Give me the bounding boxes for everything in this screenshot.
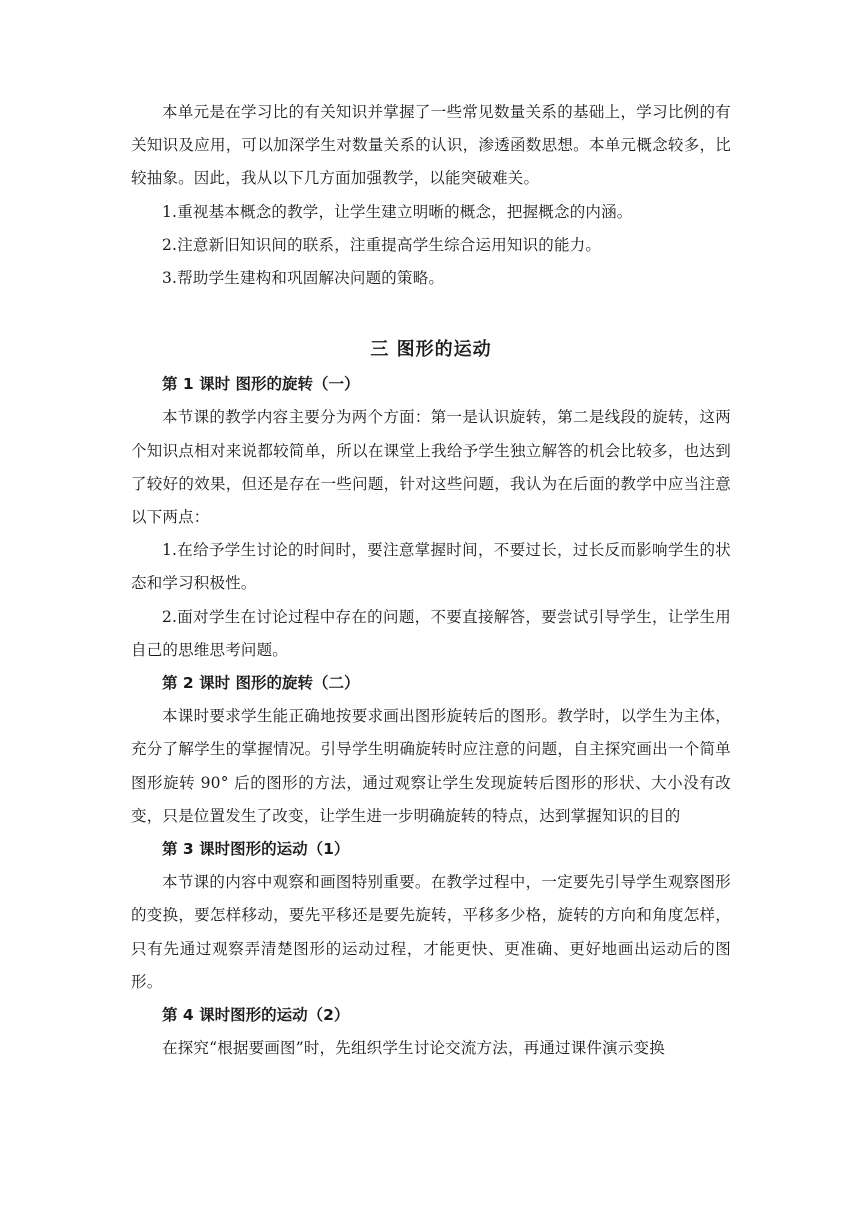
lesson-3-heading: 第 3 课时图形的运动（1） <box>162 840 350 859</box>
intro-point-2: 2.注意新旧知识间的联系，注重提高学生综合运用知识的能力。 <box>162 235 602 254</box>
document-body <box>131 96 731 1065</box>
intro-point-1: 1.重视基本概念的教学，让学生建立明晰的概念，把握概念的内涵。 <box>162 202 633 221</box>
lesson-1-point-1: 1.在给予学生讨论的时间时，要注意掌握时间，不要过长，过长反而影响学生的状态和学习积极性。 <box>131 541 731 593</box>
intro-point-3: 3.帮助学生建构和巩固解决问题的策略。 <box>162 269 445 288</box>
lesson-3-paragraph: 本节课的内容中观察和画图特别重要。在教学过程中，一定要先引导学生观察图形的变换，要怎样移动，要先平移还是要先旋转，平移多少格，旋转的方向和角度怎样，只有先通过观察弄清楚图形的运动过程，才能更快、更准确、更好地画出运动后的图形。 <box>131 873 731 991</box>
lesson-2-heading: 第 2 课时 图形的旋转（二） <box>162 674 360 693</box>
lesson-1-point-2: 2.面对学生在讨论过程中存在的问题，不要直接解答，要尝试引导学生，让学生用自己的思维思考问题。 <box>131 607 731 659</box>
intro-paragraph: 本单元是在学习比的有关知识并掌握了一些常见数量关系的基础上，学习比例的有关知识及应用，可以加深学生对数量关系的认识，渗透函数思想。本单元概念较多，比较抽象。因此，我从以下几方面加强教学，以能突破难关。 <box>131 103 731 188</box>
lesson-4-paragraph: 在探究“根据要画图”时，先组织学生讨论交流方法，再通过课件演示变换 <box>162 1039 665 1058</box>
lesson-2-paragraph: 本课时要求学生能正确地按要求画出图形旋转后的图形。教学时，以学生为主体，充分了解学生的掌握情况。引导学生明确旋转时应注意的问题，自主探究画出一个简单图形旋转 90° 后的图形的方法，通过观察让学生发现旋转后图形的形状、大小没有改变，只是位置发生了改变，让学生进一步明确旋转的特点，达到掌握知识的目的 <box>131 707 731 825</box>
section-spacer <box>131 295 731 332</box>
lesson-1-heading: 第 1 课时 图形的旋转（一） <box>162 375 360 394</box>
section-title: 三 图形的运动 <box>370 339 492 361</box>
lesson-4-heading: 第 4 课时图形的运动（2） <box>162 1006 350 1025</box>
lesson-1-paragraph: 本节课的教学内容主要分为两个方面：第一是认识旋转，第二是线段的旋转，这两个知识点相对来说都较简单，所以在课堂上我给予学生独立解答的机会比较多，也达到了较好的效果，但还是存在一些问题，针对这些问题，我认为在后面的教学中应当注意以下两点： <box>131 408 731 527</box>
